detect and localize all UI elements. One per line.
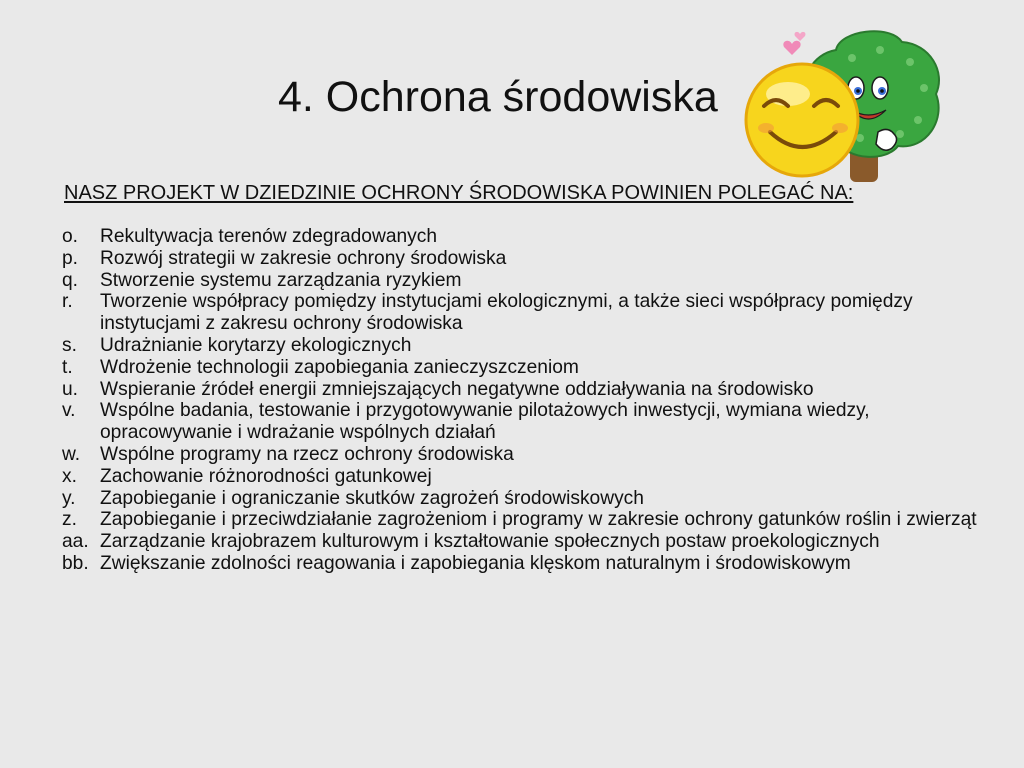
hearts-icon [783,32,805,55]
list-item-text: Zarządzanie krajobrazem kulturowym i kształtowanie społecznych postaw proekologicznych [100,531,880,553]
list-item-text: Wdrożenie technologii zapobiegania zanieczyszczeniom [100,356,579,378]
bullet-list [62,226,982,575]
list-item-text: Zapobieganie i przeciwdziałanie zagrożeniom i programy w zakresie ochrony gatunków roślin i zwierząt [100,509,977,531]
list-item-text: Stworzenie systemu zarządzania ryzykiem [100,269,462,291]
list-item-text: Rekultywacja terenów zdegradowanych [100,226,438,247]
list-item [62,444,982,466]
list-item-text: Zachowanie różnorodności gatunkowej [100,465,432,487]
list-marker: bb. [62,552,89,574]
list-item-text: Wspólne programy na rzecz ochrony środowiska [100,443,514,465]
list-item [62,400,982,444]
section-heading: NASZ PROJEKT W DZIEDZINIE OCHRONY ŚRODOWISKA POWINIEN POLEGAĆ NA: [64,182,854,204]
list-marker: x. [62,465,77,487]
list-item [62,226,982,248]
list-item-text: Rozwój strategii w zakresie ochrony środowiska [100,247,507,269]
list-item-text: Zwiększanie zdolności reagowania i zapobiegania klęskom naturalnym i środowiskowym [100,552,851,574]
list-item [62,291,982,335]
list-marker: w. [62,443,81,465]
list-item-text: Tworzenie współpracy pomiędzy instytucjami ekologicznymi, a także sieci współpracy pomiędzy instytucjami z zakresu ochrony środowiska [100,291,913,335]
list-item [62,553,982,575]
illustration [740,28,950,188]
list-marker: z. [62,509,77,531]
list-marker: p. [62,247,79,269]
list-item [62,488,982,510]
list-item [62,270,982,292]
list-item [62,335,982,357]
list-item [62,509,982,531]
list-item [62,466,982,488]
list-item-text: Zapobieganie i ograniczanie skutków zagrożeń środowiskowych [100,487,644,509]
list-marker: u. [62,378,79,400]
slide-title: 4. Ochrona środowiska [278,73,718,121]
list-marker: s. [62,334,77,356]
list-marker: o. [62,226,79,247]
list-marker: aa. [62,531,89,553]
list-marker: r. [62,291,73,313]
list-item-text: Udrażnianie korytarzy ekologicznych [100,334,412,356]
list-marker: v. [62,400,76,422]
list-item [62,248,982,270]
list-marker: t. [62,356,73,378]
list-item [62,357,982,379]
smiley-face-icon [746,64,858,176]
list-item-text: Wspólne badania, testowanie i przygotowywanie pilotażowych inwestycji, wymiana wiedzy, opracowywanie i wdrażanie wspólnych działań [100,400,870,444]
list-item-text: Wspieranie źródeł energii zmniejszających negatywne oddziaływania na środowisko [100,378,814,400]
list-marker: y. [62,487,76,509]
list-item [62,531,982,553]
list-item [62,379,982,401]
list-marker: q. [62,269,79,291]
